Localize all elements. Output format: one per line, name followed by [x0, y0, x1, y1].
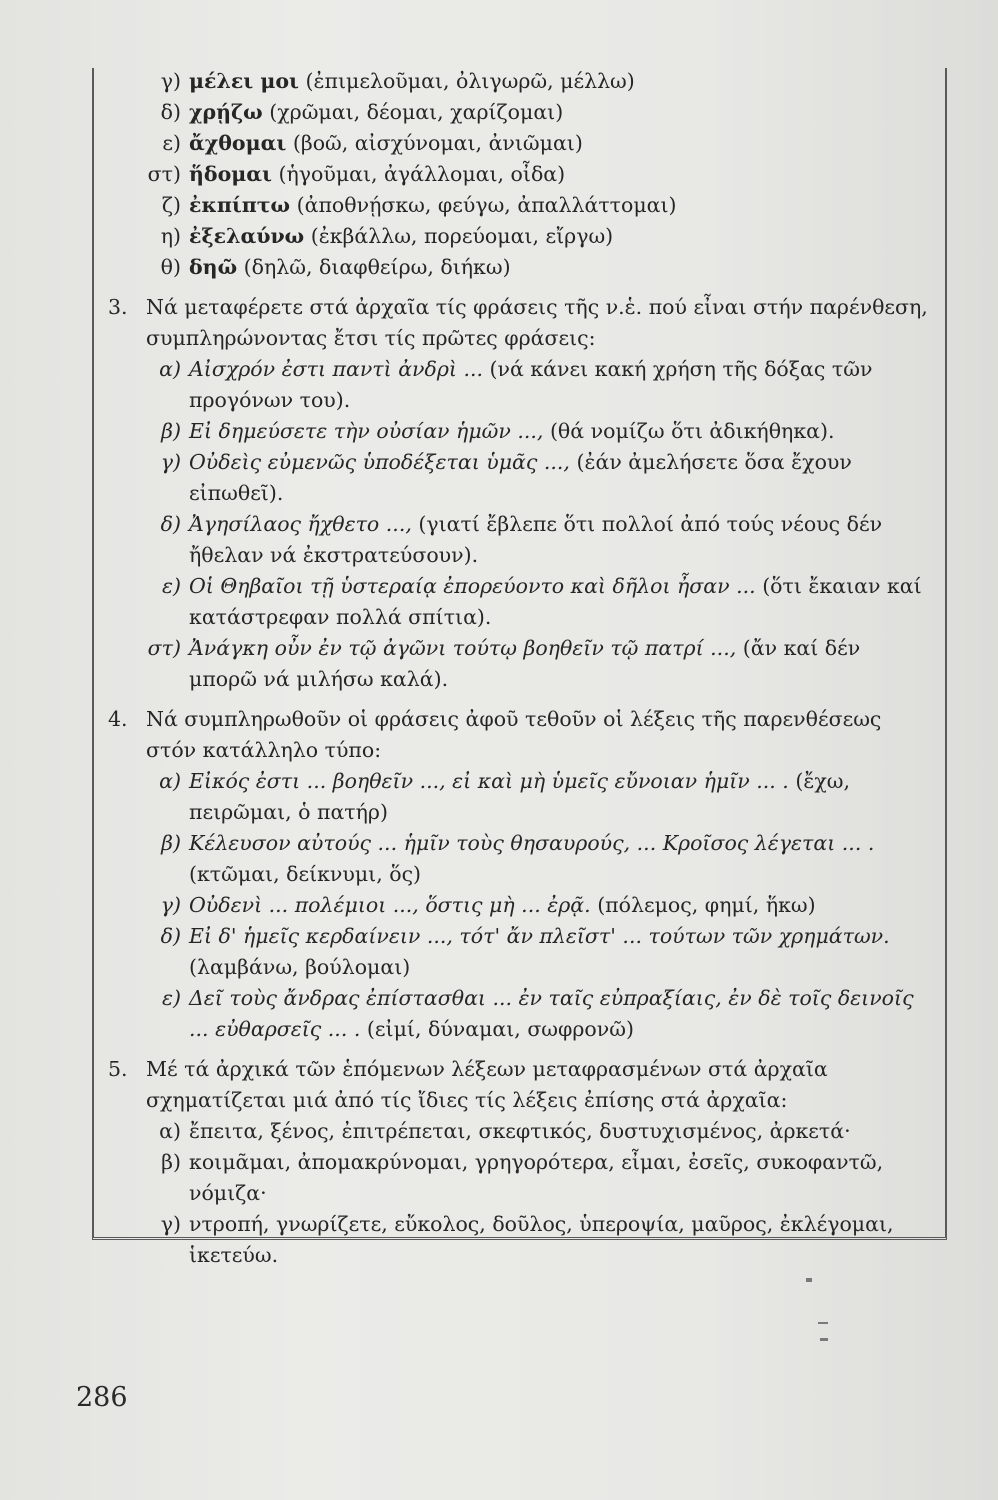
exercise-item [108, 1147, 928, 1209]
item-label: α) [159, 1119, 181, 1143]
ancient-greek-text: Εἰκός ἐστι ... βοηθεῖν ..., εἰ καὶ μὴ ὑμεῖς εὔνοιαν ἡμῖν ... . [189, 769, 789, 793]
verb-options: (χρῶμαι, δέομαι, χαρίζομαι) [269, 100, 564, 124]
verb-options: (ἐκβάλλω, πορεύομαι, εἴργω) [310, 224, 614, 248]
modern-greek-text: (ἄν καί δέν μπορῶ νά μιλήσω καλά). [189, 636, 861, 691]
verb-headword: ἐκπίπτω [189, 193, 291, 217]
verb-headword: ἐξελαύνω [189, 224, 305, 248]
exercise-item [108, 416, 928, 447]
ancient-greek-text: Ἀγησίλαος ἤχθετο ..., [189, 512, 412, 536]
item-label: ζ) [161, 193, 181, 217]
verb-item [108, 190, 928, 221]
item-label: δ) [160, 512, 181, 536]
item-label: α) [159, 357, 181, 381]
item-label: β) [161, 419, 181, 443]
modern-greek-text: (ἐάν ἀμελήσετε ὅσα ἔχουν εἰπωθεῖ). [189, 450, 852, 505]
word-sequence: ντροπή, γνωρίζετε, εὔκολος, δοῦλος, ὑπεροψία, μαῦρος, ἐκλέγομαι, ἱκετεύω. [189, 1212, 894, 1267]
exercise-item [108, 921, 928, 983]
word-list: (κτῶμαι, δείκνυμι, ὅς) [189, 862, 422, 886]
item-label: γ) [160, 1212, 181, 1236]
ancient-greek-text: Οὐδεὶς εὐμενῶς ὑποδέξεται ὑμᾶς ..., [189, 450, 570, 474]
verb-headword: ἄχθομαι [189, 131, 287, 155]
verb-item [108, 159, 928, 190]
exercise-instruction: Μέ τά ἀρχικά τῶν ἑπόμενων λέξεων μεταφρασμένων στά ἀρχαῖα σχηματίζεται μιά ἀπό τίς ἴδιες τίς λέξεις ἐπίσης στά ἀρχαῖα: [146, 1057, 828, 1112]
verb-headword: μέλει μοι [189, 69, 299, 93]
item-label: ε) [162, 986, 181, 1010]
item-label: ε) [162, 131, 181, 155]
exercise-item [108, 828, 928, 890]
item-label: γ) [160, 893, 181, 917]
exercise-item [108, 1209, 928, 1271]
verb-item [108, 252, 928, 283]
verb-headword: ἥδομαι [189, 162, 272, 186]
modern-greek-text: (θά νομίζω ὅτι ἀδικήθηκα). [549, 419, 835, 443]
ancient-greek-text: Εἰ δ' ἡμεῖς κερδαίνειν ..., τότ' ἄν πλεῖστ' ... τούτων τῶν χρημάτων. [189, 924, 890, 948]
exercise-item [108, 509, 928, 571]
verb-options: (ἐπιμελοῦμαι, ὀλιγωρῶ, μέλλω) [305, 69, 635, 93]
exercise-3 [108, 292, 928, 354]
ancient-greek-text: Ἀνάγκη οὖν ἐν τῷ ἀγῶνι τούτῳ βοηθεῖν τῷ πατρί ..., [189, 636, 737, 660]
exercise-content [108, 66, 928, 1271]
ancient-greek-text: Κέλευσον αὐτούς ... ἡμῖν τοὺς θησαυρούς, ... Κροῖσος λέγεται ... . [189, 831, 875, 855]
verb-item [108, 66, 928, 97]
item-label: β) [161, 1150, 181, 1174]
exercise-4 [108, 704, 928, 766]
word-sequence: κοιμᾶμαι, ἀπομακρύνομαι, γρηγορότερα, εἶμαι, ἐσεῖς, συκοφαντῶ, νόμιζα· [189, 1150, 884, 1205]
ink-speck [818, 1322, 828, 1324]
word-list: (εἰμί, δύναμαι, σωφρονῶ) [366, 1017, 634, 1041]
item-label: γ) [160, 450, 181, 474]
word-list: (πόλεμος, φημί, ἥκω) [597, 893, 816, 917]
exercise-item [108, 447, 928, 509]
exercise-item [108, 633, 928, 695]
exercise-item [108, 571, 928, 633]
ancient-greek-text: Δεῖ τοὺς ἄνδρας ἐπίστασθαι ... ἐν ταῖς εὐπραξίαις, ἐν δὲ τοῖς δεινοῖς ... εὐθαρσεῖς ... . [189, 986, 914, 1041]
verb-options: (δηλῶ, διαφθείρω, διήκω) [243, 255, 511, 279]
item-label: β) [161, 831, 181, 855]
ink-speck [820, 1338, 828, 1341]
item-label: δ) [160, 924, 181, 948]
exercise-5 [108, 1054, 928, 1116]
exercise-item [108, 890, 928, 921]
item-label: ε) [162, 574, 181, 598]
exercise-instruction: Νά μεταφέρετε στά ἀρχαῖα τίς φράσεις τῆς ν.ἑ. πού εἶναι στήν παρένθεση, συμπληρώνοντας ἔτσι τίς πρῶτες φράσεις: [146, 295, 928, 350]
ancient-greek-text: Αἰσχρόν ἐστι παντὶ ἀνδρὶ ... [189, 357, 483, 381]
exercise-item [108, 1116, 928, 1147]
word-list: (ἔχω, πειρῶμαι, ὁ πατήρ) [189, 769, 851, 824]
verb-options: (ἀποθνῄσκω, φεύγω, ἀπαλλάττομαι) [296, 193, 677, 217]
verb-list [108, 66, 928, 283]
item-label: α) [159, 769, 181, 793]
item-label: η) [160, 224, 181, 248]
modern-greek-text: (νά κάνει κακή χρήση τῆς δόξας τῶν προγόνων του). [189, 357, 873, 412]
item-label: στ) [147, 636, 181, 660]
exercise-item [108, 983, 928, 1045]
modern-greek-text: (ὅτι ἔκαιαν καί κατάστρεφαν πολλά σπίτια). [189, 574, 922, 629]
exercise-item [108, 354, 928, 416]
verb-options: (βοῶ, αἰσχύνομαι, ἀνιῶμαι) [292, 131, 583, 155]
exercise-number: 5. [108, 1057, 128, 1081]
verb-item [108, 97, 928, 128]
exercise-number: 4. [108, 707, 128, 731]
item-label: γ) [160, 69, 181, 93]
verb-headword: δηῶ [189, 255, 238, 279]
ink-speck [806, 1278, 812, 1282]
verb-options: (ἡγοῦμαι, ἀγάλλομαι, οἶδα) [278, 162, 566, 186]
ancient-greek-text: Οἱ Θηβαῖοι τῇ ὑστεραίᾳ ἐπορεύοντο καὶ δῆλοι ἦσαν ... [189, 574, 756, 598]
modern-greek-text: (γιατί ἔβλεπε ὅτι πολλοί ἀπό τούς νέους δέν ἤθελαν νά ἐκστρατεύσουν). [189, 512, 883, 567]
exercise-instruction: Νά συμπληρωθοῦν οἱ φράσεις ἀφοῦ τεθοῦν οἱ λέξεις τῆς παρενθέσεως στόν κατάλληλο τύπο: [146, 707, 882, 762]
verb-item [108, 221, 928, 252]
exercise-item [108, 766, 928, 828]
word-list: (λαμβάνω, βούλομαι) [189, 955, 411, 979]
ancient-greek-text: Εἰ δημεύσετε τὴν οὐσίαν ἡμῶν ..., [189, 419, 544, 443]
word-sequence: ἔπειτα, ξένος, ἐπιτρέπεται, σκεφτικός, δυστυχισμένος, ἀρκετά· [189, 1119, 851, 1143]
item-label: δ) [160, 100, 181, 124]
ancient-greek-text: Οὐδενὶ ... πολέμιοι ..., ὅστις μὴ ... ἐρᾷ. [189, 893, 591, 917]
page-number: 286 [76, 1382, 128, 1413]
verb-item [108, 128, 928, 159]
item-label: θ) [160, 255, 181, 279]
exercise-number: 3. [108, 295, 128, 319]
item-label: στ) [147, 162, 181, 186]
verb-headword: χρῄζω [189, 100, 263, 124]
